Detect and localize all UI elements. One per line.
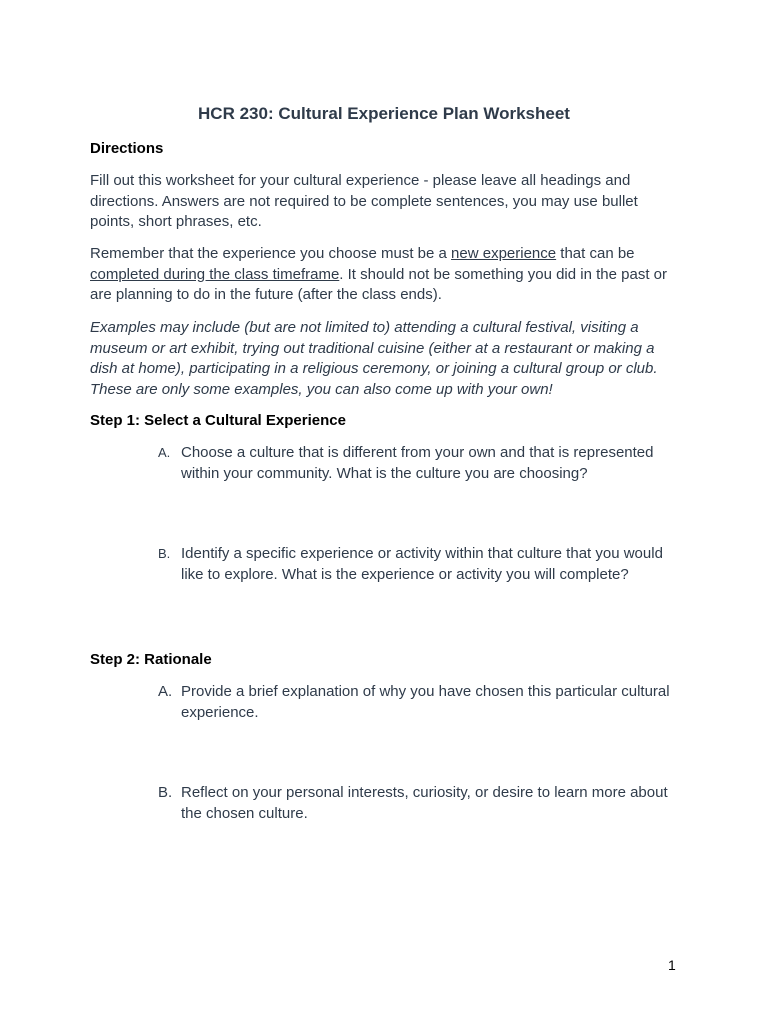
item-text: Provide a brief explanation of why you have chosen this particular cultural experience. <box>181 683 670 721</box>
new-experience-underlined: new experience <box>451 245 557 262</box>
directions-heading: Directions <box>90 140 164 157</box>
step2-heading: Step 2: Rationale <box>90 651 212 668</box>
document-title: HCR 230: Cultural Experience Plan Worksheet <box>198 104 570 123</box>
item-marker: A. <box>158 683 173 700</box>
page-number: 1 <box>668 957 676 973</box>
examples-paragraph: Examples may include (but are not limited to) attending a cultural festival, visiting a museum or art exhibit, trying out traditional cuisine (either at a restaurant or making a dish at home), participating in a religious ceremony, or joining a cultural group or club. These are only some examples, you can also come up with your own! <box>90 319 658 398</box>
item-marker: B. <box>158 784 173 801</box>
requirements-paragraph <box>90 244 680 306</box>
step1-heading: Step 1: Select a Cultural Experience <box>90 412 346 429</box>
item-text: Choose a culture that is different from your own and that is represented within your community. What is the culture you are choosing? <box>181 444 654 482</box>
item-marker: A. <box>158 445 171 460</box>
requirements-text-2: that can be <box>556 245 635 262</box>
item-text: Reflect on your personal interests, curiosity, or desire to learn more about the chosen culture. <box>181 784 668 822</box>
requirements-text-3: . It should not be something you did in the past or are planning to do in the future (after the class ends). <box>90 265 667 303</box>
requirements-text-1: Remember that the experience you choose must be a <box>90 245 452 262</box>
item-marker: B. <box>158 546 171 561</box>
directions-paragraph: Fill out this worksheet for your cultural experience - please leave all headings and directions. Answers are not required to be complete sentences, you may use bullet points, short phrases, etc. <box>90 172 638 230</box>
item-text: Identify a specific experience or activity within that culture that you would like to explore. What is the experience or activity you will complete? <box>181 545 663 583</box>
class-timeframe-underlined: completed during the class timeframe <box>90 265 340 283</box>
